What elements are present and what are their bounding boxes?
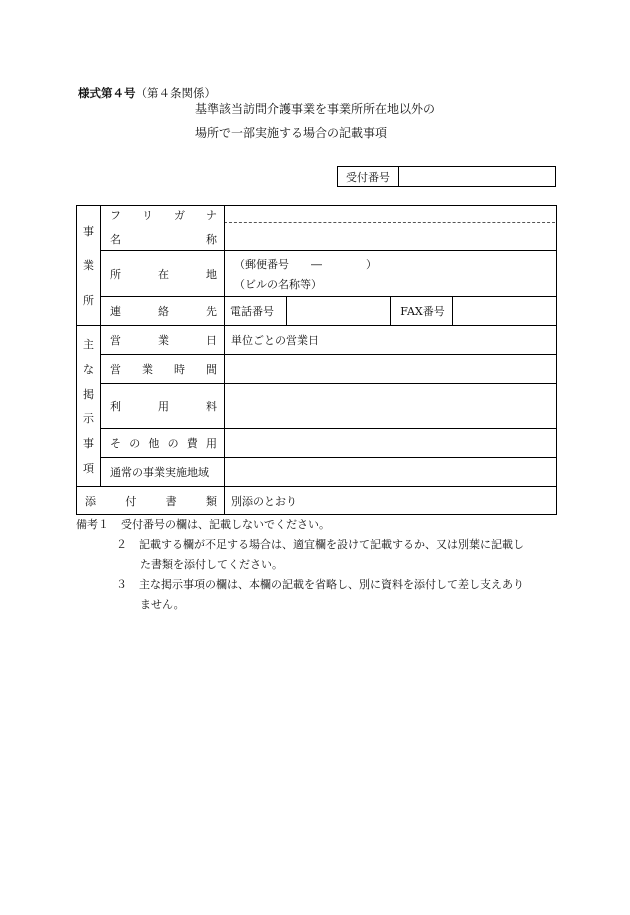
note-2-line-1: 記載する欄が不足する場合は、適宜欄を設けて記載するか、又は別葉に記載し (139, 538, 524, 551)
other-costs-field[interactable] (225, 429, 555, 457)
section-char: 所 (83, 293, 94, 307)
section-char: 掲 (83, 387, 94, 401)
main-items-section-label (77, 326, 100, 486)
name-field[interactable] (225, 223, 555, 250)
section-char: 示 (83, 412, 94, 426)
usage-fee-field[interactable] (225, 384, 555, 428)
service-area-field[interactable] (225, 458, 555, 486)
postal-code-field[interactable]: （郵便番号 ― ） (234, 257, 377, 271)
address-label: 所 在 地 (110, 267, 217, 281)
reception-number-box (337, 166, 556, 187)
section-char: 主 (83, 338, 94, 352)
reception-number-field[interactable] (399, 167, 555, 186)
business-days-label: 営 業 日 (110, 334, 217, 347)
note-2-line-2: た書類を添付してください。 (140, 558, 283, 571)
building-name-field[interactable]: （ビルの名称等） (234, 277, 322, 291)
form-number: 様式第４号 (78, 86, 136, 100)
fax-label: FAX番号 (400, 305, 445, 318)
note-1-text: 受付番号の欄は、記載しないでください。 (121, 518, 330, 531)
section-char: 業 (83, 259, 94, 273)
tel-field[interactable] (287, 297, 390, 325)
note-3-number: ３ (116, 578, 127, 591)
tel-label: 電話番号 (230, 305, 274, 318)
section-char: 事 (83, 225, 94, 239)
note-2 (116, 535, 524, 555)
divider (100, 206, 101, 486)
reception-number-label: 受付番号 (338, 167, 399, 186)
attachments-field[interactable]: 別添のとおり (231, 494, 297, 508)
title-line-1: 基準該当訪問介護事業を事業所所在地以外の (195, 102, 436, 116)
note-3 (116, 575, 524, 595)
usage-fee-label: 利 用 料 (110, 400, 217, 413)
form-reference: （第４条関係） (135, 86, 216, 100)
name-label: 名 称 (110, 233, 217, 246)
office-section-label (77, 206, 100, 325)
furigana-label: フ リ ガ ナ (110, 209, 217, 222)
section-char: 事 (83, 436, 94, 450)
attachments-label: 添 付 書 類 (85, 494, 217, 508)
form-table (76, 205, 557, 515)
business-hours-field[interactable] (225, 355, 555, 383)
note-3-line-2: ません。 (140, 598, 185, 611)
section-char: な (83, 362, 94, 376)
section-char: 項 (83, 461, 94, 475)
business-hours-label: 営 業 時 間 (110, 363, 217, 376)
contact-label: 連 絡 先 (110, 305, 217, 318)
furigana-field[interactable] (225, 206, 555, 222)
fax-field[interactable] (453, 297, 555, 325)
service-area-label: 通常の事業実施地域 (110, 466, 209, 479)
other-costs-label: そ の 他 の 費 用 (110, 437, 217, 450)
divider (390, 296, 391, 325)
title-line-2: 場所で一部実施する場合の記載事項 (195, 126, 388, 140)
note-1 (76, 515, 330, 535)
business-days-field[interactable]: 単位ごとの営業日 (231, 334, 319, 347)
note-3-line-1: 主な掲示事項の欄は、本欄の記載を省略し、別に資料を添付して差し支えあり (139, 578, 524, 591)
notes-lead: 備考１ (76, 518, 109, 531)
note-2-number: ２ (116, 538, 127, 551)
form-number-line (78, 85, 216, 101)
